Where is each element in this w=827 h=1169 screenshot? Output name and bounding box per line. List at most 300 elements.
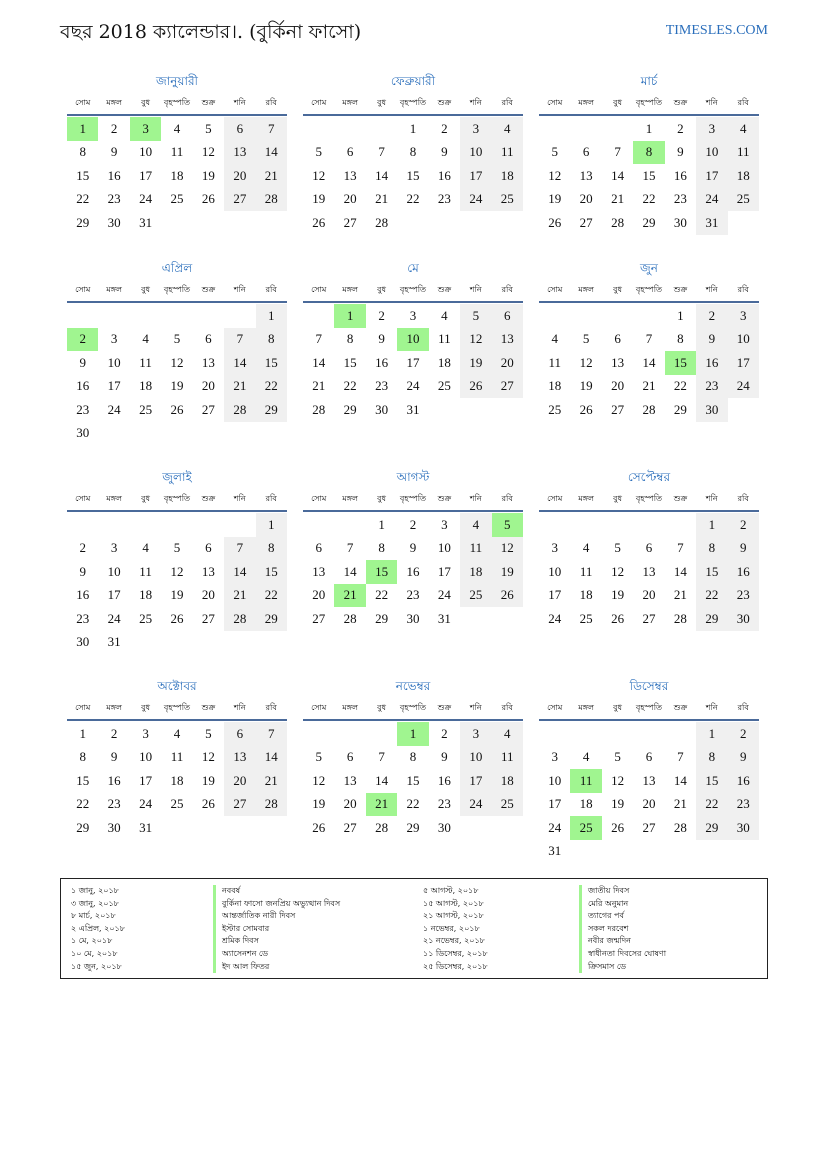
- day-cell[interactable]: 27: [224, 188, 255, 212]
- day-cell[interactable]: 23: [728, 793, 759, 817]
- day-cell[interactable]: 22: [696, 793, 727, 817]
- day-cell[interactable]: 20: [642, 587, 656, 603]
- day-cell[interactable]: 30: [673, 214, 687, 230]
- day-cell[interactable]: 11: [492, 746, 523, 770]
- day-cell[interactable]: 15: [256, 351, 287, 375]
- day-cell[interactable]: 3: [409, 307, 417, 323]
- day-cell[interactable]: 26: [460, 375, 491, 399]
- day-cell[interactable]: 10: [696, 141, 727, 165]
- day-cell[interactable]: 18: [170, 772, 184, 788]
- day-cell[interactable]: 25: [492, 188, 523, 212]
- day-cell[interactable]: 12: [611, 772, 625, 788]
- day-cell[interactable]: 1: [696, 513, 727, 537]
- day-cell[interactable]: 23: [107, 796, 121, 812]
- day-cell[interactable]: 8: [79, 144, 86, 160]
- day-cell[interactable]: 27: [611, 401, 625, 417]
- day-cell[interactable]: 6: [614, 331, 621, 347]
- day-cell[interactable]: 10: [107, 563, 121, 579]
- day-cell[interactable]: 19: [611, 796, 625, 812]
- day-cell[interactable]: 27: [201, 610, 215, 626]
- day-cell[interactable]: 27: [224, 793, 255, 817]
- day-cell[interactable]: 7: [224, 537, 255, 561]
- day-cell[interactable]: 30: [728, 607, 759, 631]
- day-cell[interactable]: 4: [441, 307, 448, 323]
- day-cell[interactable]: 6: [346, 144, 354, 160]
- day-cell[interactable]: 14: [673, 772, 687, 788]
- day-cell[interactable]: 25: [139, 610, 153, 626]
- day-cell[interactable]: 20: [492, 351, 523, 375]
- holiday-day-cell[interactable]: 5: [492, 513, 523, 537]
- day-cell[interactable]: 24: [728, 375, 759, 399]
- day-cell[interactable]: 10: [460, 141, 491, 165]
- day-cell[interactable]: 27: [579, 214, 593, 230]
- day-cell[interactable]: 30: [696, 398, 727, 422]
- day-cell[interactable]: 30: [107, 214, 121, 230]
- day-cell[interactable]: 18: [437, 354, 451, 370]
- day-cell[interactable]: 22: [406, 796, 420, 812]
- day-cell[interactable]: 16: [728, 769, 759, 793]
- day-cell[interactable]: 31: [406, 401, 420, 417]
- day-cell[interactable]: 14: [375, 167, 389, 183]
- day-cell[interactable]: 10: [460, 746, 491, 770]
- day-cell[interactable]: 4: [142, 540, 149, 556]
- day-cell[interactable]: 28: [312, 401, 326, 417]
- day-cell[interactable]: 18: [139, 587, 153, 603]
- day-cell[interactable]: 23: [76, 401, 90, 417]
- day-cell[interactable]: 17: [107, 378, 121, 394]
- day-cell[interactable]: 27: [642, 610, 656, 626]
- day-cell[interactable]: 1: [645, 120, 653, 136]
- day-cell[interactable]: 12: [611, 563, 625, 579]
- day-cell[interactable]: 2: [110, 725, 118, 741]
- day-cell[interactable]: 30: [76, 425, 90, 441]
- day-cell[interactable]: 4: [142, 331, 149, 347]
- day-cell[interactable]: 18: [579, 796, 593, 812]
- day-cell[interactable]: 6: [205, 540, 212, 556]
- day-cell[interactable]: 29: [673, 401, 687, 417]
- day-cell[interactable]: 26: [611, 819, 625, 835]
- day-cell[interactable]: 18: [728, 164, 759, 188]
- day-cell[interactable]: 24: [460, 188, 491, 212]
- day-cell[interactable]: 3: [696, 117, 727, 141]
- day-cell[interactable]: 29: [642, 214, 656, 230]
- day-cell[interactable]: 12: [170, 563, 184, 579]
- day-cell[interactable]: 4: [492, 722, 523, 746]
- day-cell[interactable]: 2: [728, 513, 759, 537]
- day-cell[interactable]: 7: [677, 540, 684, 556]
- day-cell[interactable]: 28: [224, 607, 255, 631]
- day-cell[interactable]: 26: [170, 610, 184, 626]
- day-cell[interactable]: 2: [409, 516, 417, 532]
- day-cell[interactable]: 2: [441, 725, 448, 741]
- day-cell[interactable]: 8: [409, 749, 417, 765]
- day-cell[interactable]: 27: [343, 819, 357, 835]
- day-cell[interactable]: 8: [79, 749, 86, 765]
- day-cell[interactable]: 6: [645, 749, 653, 765]
- day-cell[interactable]: 3: [460, 722, 491, 746]
- day-cell[interactable]: 24: [107, 610, 121, 626]
- day-cell[interactable]: 6: [582, 144, 590, 160]
- day-cell[interactable]: 19: [201, 167, 215, 183]
- day-cell[interactable]: 19: [548, 191, 562, 207]
- day-cell[interactable]: 24: [548, 610, 562, 626]
- day-cell[interactable]: 19: [170, 378, 184, 394]
- day-cell[interactable]: 15: [256, 560, 287, 584]
- day-cell[interactable]: 9: [728, 537, 759, 561]
- day-cell[interactable]: 14: [312, 354, 326, 370]
- day-cell[interactable]: 11: [139, 354, 152, 370]
- day-cell[interactable]: 22: [696, 584, 727, 608]
- day-cell[interactable]: 28: [611, 214, 625, 230]
- day-cell[interactable]: 4: [173, 120, 181, 136]
- day-cell[interactable]: 21: [642, 378, 656, 394]
- day-cell[interactable]: 29: [696, 816, 727, 840]
- day-cell[interactable]: 13: [642, 563, 656, 579]
- day-cell[interactable]: 2: [441, 120, 448, 136]
- day-cell[interactable]: 22: [673, 378, 687, 394]
- day-cell[interactable]: 24: [460, 793, 491, 817]
- day-cell[interactable]: 16: [728, 560, 759, 584]
- day-cell[interactable]: 23: [696, 375, 727, 399]
- day-cell[interactable]: 21: [611, 191, 625, 207]
- day-cell[interactable]: 11: [579, 563, 593, 579]
- day-cell[interactable]: 11: [139, 563, 152, 579]
- day-cell[interactable]: 22: [343, 378, 357, 394]
- day-cell[interactable]: 28: [673, 610, 687, 626]
- day-cell[interactable]: 17: [437, 563, 451, 579]
- day-cell[interactable]: 11: [492, 141, 523, 165]
- day-cell[interactable]: 15: [406, 167, 420, 183]
- day-cell[interactable]: 21: [256, 164, 287, 188]
- day-cell[interactable]: 14: [673, 563, 687, 579]
- day-cell[interactable]: 8: [256, 537, 287, 561]
- day-cell[interactable]: 28: [375, 214, 389, 230]
- day-cell[interactable]: 11: [170, 749, 184, 765]
- day-cell[interactable]: 30: [107, 819, 121, 835]
- day-cell[interactable]: 21: [673, 796, 687, 812]
- day-cell[interactable]: 15: [76, 772, 90, 788]
- day-cell[interactable]: 17: [548, 796, 562, 812]
- day-cell[interactable]: 23: [673, 191, 687, 207]
- day-cell[interactable]: 24: [437, 587, 451, 603]
- day-cell[interactable]: 19: [170, 587, 184, 603]
- day-cell[interactable]: 2: [677, 120, 684, 136]
- day-cell[interactable]: 3: [460, 117, 491, 141]
- site-link[interactable]: TIMESLES.COM: [665, 23, 768, 38]
- day-cell[interactable]: 26: [611, 610, 625, 626]
- day-cell[interactable]: 27: [492, 375, 523, 399]
- day-cell[interactable]: 6: [645, 540, 653, 556]
- day-cell[interactable]: 26: [201, 796, 215, 812]
- day-cell[interactable]: 4: [173, 725, 181, 741]
- day-cell[interactable]: 15: [406, 772, 420, 788]
- day-cell[interactable]: 16: [437, 772, 451, 788]
- day-cell[interactable]: 21: [312, 378, 326, 394]
- day-cell[interactable]: 13: [642, 772, 656, 788]
- day-cell[interactable]: 31: [107, 634, 121, 650]
- day-cell[interactable]: 13: [492, 328, 523, 352]
- day-cell[interactable]: 3: [110, 540, 118, 556]
- day-cell[interactable]: 24: [107, 401, 121, 417]
- day-cell[interactable]: 30: [76, 634, 90, 650]
- day-cell[interactable]: 10: [437, 540, 451, 556]
- day-cell[interactable]: 15: [642, 167, 656, 183]
- day-cell[interactable]: 13: [579, 167, 593, 183]
- day-cell[interactable]: 18: [492, 769, 523, 793]
- day-cell[interactable]: 25: [579, 610, 593, 626]
- day-cell[interactable]: 27: [201, 401, 215, 417]
- day-cell[interactable]: 15: [696, 560, 727, 584]
- day-cell[interactable]: 24: [406, 378, 420, 394]
- day-cell[interactable]: 6: [315, 540, 322, 556]
- day-cell[interactable]: 9: [677, 144, 684, 160]
- day-cell[interactable]: 26: [579, 401, 593, 417]
- day-cell[interactable]: 16: [107, 772, 121, 788]
- day-cell[interactable]: 5: [582, 331, 590, 347]
- day-cell[interactable]: 30: [406, 610, 420, 626]
- day-cell[interactable]: 8: [346, 331, 354, 347]
- day-cell[interactable]: 2: [728, 722, 759, 746]
- day-cell[interactable]: 29: [696, 607, 727, 631]
- day-cell[interactable]: 6: [492, 304, 523, 328]
- holiday-day-cell[interactable]: 3: [130, 117, 161, 141]
- day-cell[interactable]: 20: [343, 191, 357, 207]
- day-cell[interactable]: 22: [256, 584, 287, 608]
- day-cell[interactable]: 24: [696, 188, 727, 212]
- day-cell[interactable]: 5: [551, 144, 558, 160]
- day-cell[interactable]: 20: [201, 587, 215, 603]
- day-cell[interactable]: 26: [170, 401, 184, 417]
- day-cell[interactable]: 14: [375, 772, 389, 788]
- day-cell[interactable]: 27: [312, 610, 326, 626]
- day-cell[interactable]: 7: [346, 540, 354, 556]
- day-cell[interactable]: 13: [201, 354, 215, 370]
- holiday-day-cell[interactable]: 21: [334, 584, 365, 608]
- day-cell[interactable]: 4: [582, 540, 590, 556]
- day-cell[interactable]: 3: [728, 304, 759, 328]
- day-cell[interactable]: 20: [611, 378, 625, 394]
- day-cell[interactable]: 14: [611, 167, 625, 183]
- day-cell[interactable]: 12: [312, 772, 326, 788]
- day-cell[interactable]: 4: [728, 117, 759, 141]
- day-cell[interactable]: 29: [406, 819, 420, 835]
- day-cell[interactable]: 1: [696, 722, 727, 746]
- day-cell[interactable]: 13: [611, 354, 625, 370]
- day-cell[interactable]: 7: [256, 722, 287, 746]
- day-cell[interactable]: 5: [205, 120, 212, 136]
- day-cell[interactable]: 12: [548, 167, 562, 183]
- day-cell[interactable]: 21: [375, 191, 389, 207]
- day-cell[interactable]: 13: [343, 167, 357, 183]
- day-cell[interactable]: 15: [696, 769, 727, 793]
- day-cell[interactable]: 4: [492, 117, 523, 141]
- holiday-day-cell[interactable]: 1: [334, 304, 365, 328]
- day-cell[interactable]: 9: [696, 328, 727, 352]
- day-cell[interactable]: 10: [139, 749, 153, 765]
- day-cell[interactable]: 21: [224, 584, 255, 608]
- day-cell[interactable]: 21: [673, 587, 687, 603]
- day-cell[interactable]: 29: [375, 610, 389, 626]
- day-cell[interactable]: 29: [256, 398, 287, 422]
- day-cell[interactable]: 12: [312, 167, 326, 183]
- day-cell[interactable]: 28: [673, 819, 687, 835]
- day-cell[interactable]: 5: [315, 144, 322, 160]
- day-cell[interactable]: 17: [696, 164, 727, 188]
- day-cell[interactable]: 14: [343, 563, 357, 579]
- day-cell[interactable]: 23: [406, 587, 420, 603]
- day-cell[interactable]: 6: [224, 117, 255, 141]
- holiday-day-cell[interactable]: 25: [570, 816, 601, 840]
- day-cell[interactable]: 3: [110, 331, 118, 347]
- day-cell[interactable]: 10: [139, 144, 153, 160]
- day-cell[interactable]: 5: [173, 331, 181, 347]
- day-cell[interactable]: 5: [614, 540, 621, 556]
- day-cell[interactable]: 25: [492, 793, 523, 817]
- day-cell[interactable]: 31: [139, 819, 153, 835]
- day-cell[interactable]: 3: [441, 516, 448, 532]
- day-cell[interactable]: 13: [343, 772, 357, 788]
- day-cell[interactable]: 29: [76, 819, 90, 835]
- day-cell[interactable]: 26: [312, 214, 326, 230]
- day-cell[interactable]: 18: [170, 167, 184, 183]
- day-cell[interactable]: 7: [614, 144, 621, 160]
- day-cell[interactable]: 13: [224, 141, 255, 165]
- day-cell[interactable]: 24: [139, 191, 153, 207]
- day-cell[interactable]: 28: [375, 819, 389, 835]
- day-cell[interactable]: 4: [582, 749, 590, 765]
- day-cell[interactable]: 4: [551, 331, 558, 347]
- day-cell[interactable]: 20: [201, 378, 215, 394]
- day-cell[interactable]: 9: [441, 749, 448, 765]
- day-cell[interactable]: 1: [79, 725, 86, 741]
- day-cell[interactable]: 8: [256, 328, 287, 352]
- day-cell[interactable]: 19: [312, 191, 326, 207]
- day-cell[interactable]: 1: [677, 307, 684, 323]
- day-cell[interactable]: 9: [110, 144, 118, 160]
- day-cell[interactable]: 23: [76, 610, 90, 626]
- day-cell[interactable]: 18: [460, 560, 491, 584]
- day-cell[interactable]: 8: [378, 540, 385, 556]
- day-cell[interactable]: 22: [642, 191, 656, 207]
- day-cell[interactable]: 13: [201, 563, 215, 579]
- day-cell[interactable]: 20: [642, 796, 656, 812]
- day-cell[interactable]: 1: [409, 120, 417, 136]
- day-cell[interactable]: 17: [107, 587, 121, 603]
- day-cell[interactable]: 3: [551, 749, 558, 765]
- day-cell[interactable]: 27: [343, 214, 357, 230]
- day-cell[interactable]: 23: [437, 796, 451, 812]
- day-cell[interactable]: 24: [548, 819, 562, 835]
- day-cell[interactable]: 2: [378, 307, 385, 323]
- day-cell[interactable]: 1: [378, 516, 385, 532]
- day-cell[interactable]: 18: [579, 587, 593, 603]
- day-cell[interactable]: 18: [139, 378, 153, 394]
- day-cell[interactable]: 9: [409, 540, 417, 556]
- day-cell[interactable]: 31: [139, 214, 153, 230]
- holiday-day-cell[interactable]: 10: [397, 328, 428, 352]
- day-cell[interactable]: 11: [548, 354, 561, 370]
- day-cell[interactable]: 28: [343, 610, 357, 626]
- day-cell[interactable]: 12: [170, 354, 184, 370]
- day-cell[interactable]: 9: [728, 746, 759, 770]
- day-cell[interactable]: 14: [224, 351, 255, 375]
- day-cell[interactable]: 16: [76, 378, 90, 394]
- day-cell[interactable]: 24: [139, 796, 153, 812]
- day-cell[interactable]: 22: [406, 191, 420, 207]
- day-cell[interactable]: 25: [170, 796, 184, 812]
- day-cell[interactable]: 19: [611, 587, 625, 603]
- day-cell[interactable]: 20: [224, 164, 255, 188]
- day-cell[interactable]: 15: [76, 167, 90, 183]
- day-cell[interactable]: 16: [437, 167, 451, 183]
- day-cell[interactable]: 18: [492, 164, 523, 188]
- day-cell[interactable]: 20: [343, 796, 357, 812]
- day-cell[interactable]: 28: [224, 398, 255, 422]
- day-cell[interactable]: 14: [642, 354, 656, 370]
- day-cell[interactable]: 29: [256, 607, 287, 631]
- day-cell[interactable]: 12: [492, 537, 523, 561]
- day-cell[interactable]: 2: [696, 304, 727, 328]
- day-cell[interactable]: 25: [460, 584, 491, 608]
- day-cell[interactable]: 17: [728, 351, 759, 375]
- day-cell[interactable]: 19: [312, 796, 326, 812]
- day-cell[interactable]: 16: [673, 167, 687, 183]
- day-cell[interactable]: 23: [375, 378, 389, 394]
- day-cell[interactable]: 5: [614, 749, 621, 765]
- day-cell[interactable]: 22: [76, 796, 90, 812]
- holiday-day-cell[interactable]: 11: [570, 769, 601, 793]
- day-cell[interactable]: 8: [409, 144, 417, 160]
- day-cell[interactable]: 12: [460, 328, 491, 352]
- day-cell[interactable]: 21: [256, 769, 287, 793]
- day-cell[interactable]: 13: [312, 563, 326, 579]
- holiday-day-cell[interactable]: 8: [633, 141, 664, 165]
- day-cell[interactable]: 10: [548, 563, 562, 579]
- day-cell[interactable]: 25: [139, 401, 153, 417]
- day-cell[interactable]: 31: [548, 843, 562, 859]
- day-cell[interactable]: 9: [79, 563, 86, 579]
- day-cell[interactable]: 26: [492, 584, 523, 608]
- day-cell[interactable]: 25: [170, 191, 184, 207]
- day-cell[interactable]: 25: [548, 401, 562, 417]
- day-cell[interactable]: 16: [696, 351, 727, 375]
- day-cell[interactable]: 3: [551, 540, 558, 556]
- day-cell[interactable]: 26: [548, 214, 562, 230]
- day-cell[interactable]: 8: [696, 746, 727, 770]
- day-cell[interactable]: 6: [346, 749, 354, 765]
- day-cell[interactable]: 7: [378, 749, 385, 765]
- day-cell[interactable]: 8: [696, 537, 727, 561]
- day-cell[interactable]: 7: [315, 331, 322, 347]
- day-cell[interactable]: 7: [224, 328, 255, 352]
- day-cell[interactable]: 9: [378, 331, 385, 347]
- day-cell[interactable]: 31: [696, 211, 727, 235]
- day-cell[interactable]: 5: [205, 725, 212, 741]
- day-cell[interactable]: 6: [205, 331, 212, 347]
- day-cell[interactable]: 16: [375, 354, 389, 370]
- day-cell[interactable]: 12: [201, 749, 215, 765]
- day-cell[interactable]: 7: [677, 749, 684, 765]
- holiday-day-cell[interactable]: 1: [397, 722, 428, 746]
- day-cell[interactable]: 11: [460, 537, 491, 561]
- day-cell[interactable]: 13: [224, 746, 255, 770]
- day-cell[interactable]: 20: [224, 769, 255, 793]
- day-cell[interactable]: 14: [224, 560, 255, 584]
- day-cell[interactable]: 7: [256, 117, 287, 141]
- holiday-day-cell[interactable]: 21: [366, 793, 397, 817]
- day-cell[interactable]: 25: [728, 188, 759, 212]
- day-cell[interactable]: 15: [343, 354, 357, 370]
